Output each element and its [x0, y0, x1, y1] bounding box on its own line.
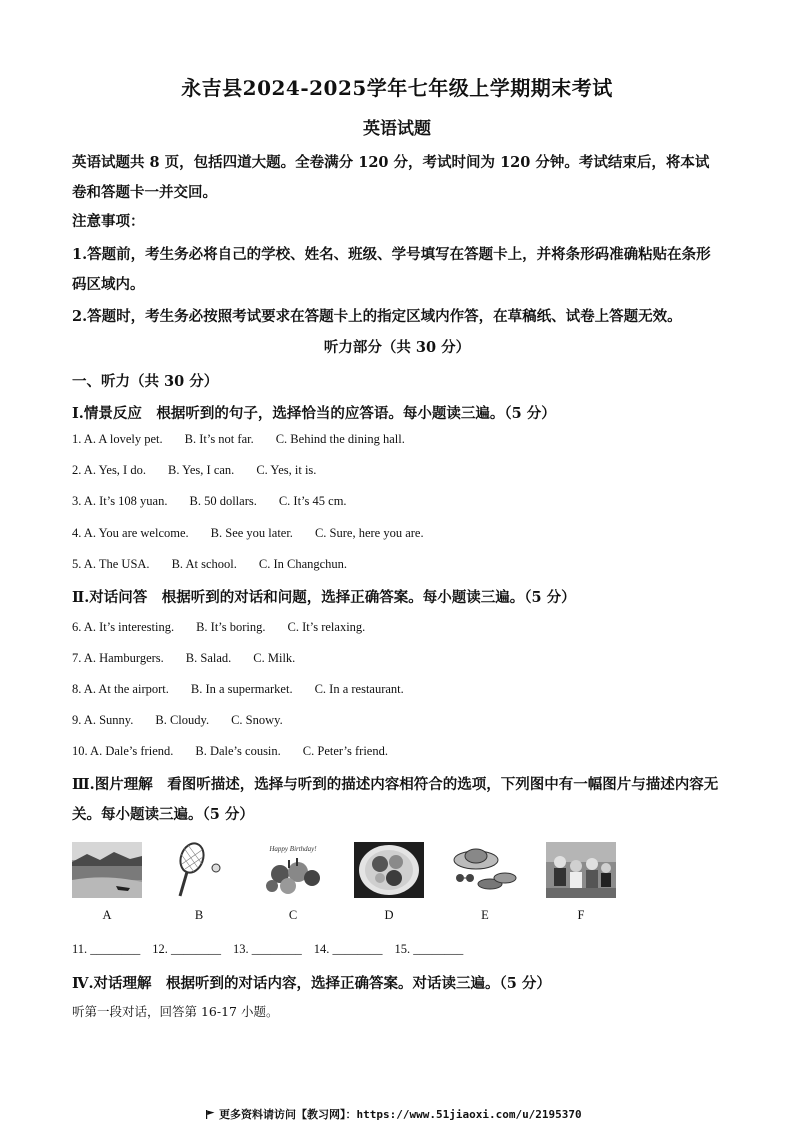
option-a: 4. A. You are welcome.	[72, 526, 189, 540]
option-c: C. Peter’s friend.	[302, 744, 388, 758]
option-c: C. In a restaurant.	[314, 682, 404, 696]
option-c: C. Snowy.	[231, 713, 283, 727]
section-three-heading: Ⅲ.图片理解 看图听描述，选择与听到的描述内容相符合的选项，下列图中有一幅图片与描述内容无关。每小题读三遍。（5 分）	[72, 776, 719, 823]
option-c: C. Yes, it is.	[256, 463, 317, 477]
option-c: C. It’s 45 cm.	[278, 494, 347, 508]
flag-icon	[206, 1110, 215, 1119]
option-b: B. It’s not far.	[184, 432, 254, 446]
notice-item-1: 1.答题前，考生务必将自己的学校、姓名、班级、学号填写在答题卡上，并将条形码准确粘贴在条形码区域内。	[72, 246, 711, 293]
picture-b-tennis-racket	[164, 842, 234, 898]
picture-e-hat-and-sandals	[450, 842, 520, 898]
part-one-heading: 一、听力（共 30 分）	[72, 373, 219, 390]
notice-heading: 注意事项：	[72, 213, 145, 230]
option-b: B. In a supermarket.	[190, 682, 293, 696]
option-c: C. Milk.	[253, 651, 296, 665]
option-a: 10. A. Dale’s friend.	[72, 744, 174, 758]
option-a: 2. A. Yes, I do.	[72, 463, 146, 477]
option-c: C. Sure, here you are.	[314, 526, 424, 540]
option-c: C. In Changchun.	[258, 557, 348, 571]
exam-title: 永吉县2024-2025学年七年级上学期期末考试	[181, 76, 613, 100]
question-8	[72, 682, 426, 697]
section-two-heading: Ⅱ.对话问答 根据听到的对话和问题，选择正确答案。每小题读三遍。（5 分）	[72, 589, 576, 606]
question-9	[72, 713, 305, 728]
dialogue-instruction: 听第一段对话，回答第 16-17 小题。	[72, 1004, 279, 1019]
picture-label-c: C	[288, 908, 298, 922]
option-b: B. Dale’s cousin.	[195, 744, 281, 758]
option-b: B. Yes, I can.	[167, 463, 235, 477]
picture-f-family-group	[546, 842, 616, 898]
option-a: 8. A. At the airport.	[72, 682, 169, 696]
question-2	[72, 463, 338, 478]
option-c: C. It’s relaxing.	[287, 620, 366, 634]
exam-subtitle: 英语试题	[363, 119, 431, 139]
picture-a-beach	[72, 842, 142, 898]
section-one-heading: Ⅰ.情景反应 根据听到的句子，选择恰当的应答语。每小题读三遍。（5 分）	[72, 405, 556, 422]
option-b: B. Salad.	[185, 651, 232, 665]
option-a: 3. A. It’s 108 yuan.	[72, 494, 168, 508]
birthday-text: Happy Birthday!	[269, 845, 317, 853]
question-6	[72, 620, 387, 635]
picture-label-d: D	[384, 908, 394, 922]
blank-13: 13. ________	[233, 942, 302, 956]
option-a: 1. A. A lovely pet.	[72, 432, 163, 446]
footer-text: 更多资料请访问【教习网】：https://www.51jiaoxi.com/u/2195370	[219, 1108, 582, 1121]
option-b: B. 50 dollars.	[189, 494, 257, 508]
option-a: 5. A. The USA.	[72, 557, 150, 571]
option-b: B. Cloudy.	[155, 713, 210, 727]
blank-15: 15. ________	[394, 942, 464, 956]
option-a: 7. A. Hamburgers.	[72, 651, 164, 665]
picture-row	[72, 842, 632, 922]
section-four-heading: Ⅳ.对话理解 根据听到的对话内容，选择正确答案。对话读三遍。（5 分）	[72, 975, 551, 992]
question-4	[72, 526, 446, 541]
answer-blanks	[72, 942, 475, 957]
question-1	[72, 432, 427, 447]
picture-d-food-plate	[354, 842, 424, 898]
listening-section-heading: 听力部分（共 30 分）	[323, 339, 471, 356]
picture-label-f: F	[577, 908, 585, 922]
option-b: B. It’s boring.	[196, 620, 266, 634]
picture-label-a: A	[102, 908, 112, 922]
option-a: 9. A. Sunny.	[72, 713, 134, 727]
picture-label-e: E	[481, 908, 489, 922]
option-c: C. Behind the dining hall.	[275, 432, 405, 446]
blank-11: 11. ________	[72, 942, 141, 956]
question-7	[72, 651, 317, 666]
option-a: 6. A. It’s interesting.	[72, 620, 175, 634]
footer-link[interactable]	[206, 1106, 582, 1122]
blank-14: 14. ________	[313, 942, 383, 956]
blank-12: 12. ________	[152, 942, 222, 956]
exam-intro: 英语试题共 8 页，包括四道大题。全卷满分 120 分，考试时间为 120 分钟。考试结束后，将本试卷和答题卡一并交回。	[72, 154, 710, 201]
question-5	[72, 557, 369, 572]
picture-label-b: B	[194, 908, 204, 922]
option-b: B. At school.	[171, 557, 237, 571]
picture-c-birthday-cake	[258, 842, 328, 898]
notice-item-2: 2.答题时，考生务必按照考试要求在答题卡上的指定区域内作答，在草稿纸、试卷上答题无效。	[72, 308, 682, 325]
option-b: B. See you later.	[210, 526, 293, 540]
question-10	[72, 744, 410, 759]
question-3	[72, 494, 369, 509]
